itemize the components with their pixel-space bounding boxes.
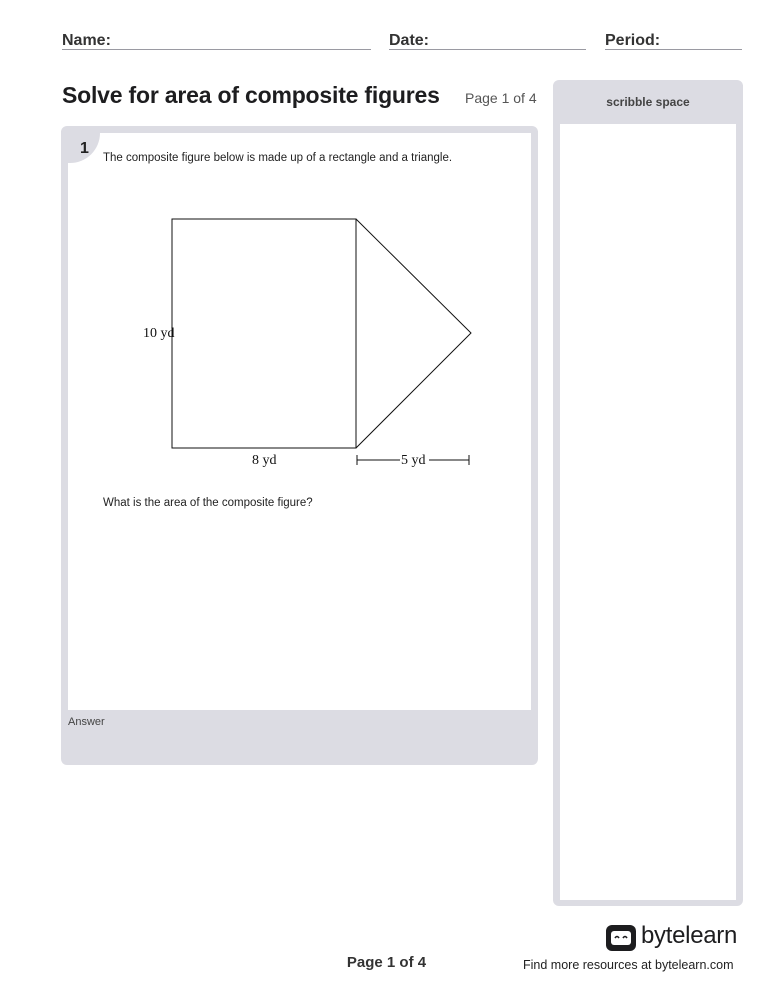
worksheet-title: Solve for area of composite figures bbox=[62, 82, 440, 108]
height-label: 10 yd bbox=[143, 326, 175, 341]
triangle-base-label: 5 yd bbox=[401, 453, 426, 468]
scribble-area[interactable] bbox=[560, 124, 736, 900]
scribble-label: scribble space bbox=[606, 95, 690, 109]
question-prompt: What is the area of the composite figure? bbox=[103, 497, 313, 509]
footer-page-number: Page 1 of 4 bbox=[346, 954, 427, 971]
bytelearn-wordmark: bytelearn bbox=[641, 922, 738, 949]
composite-figure bbox=[128, 203, 488, 483]
answer-label: Answer bbox=[68, 716, 105, 728]
scribble-panel bbox=[553, 80, 743, 906]
bytelearn-logo-icon bbox=[605, 924, 637, 952]
width-label: 8 yd bbox=[252, 453, 277, 468]
period-line[interactable] bbox=[605, 49, 742, 50]
period-label: Period: bbox=[605, 32, 661, 49]
question-number: 1 bbox=[80, 140, 89, 157]
triangle-shape bbox=[356, 219, 471, 448]
question-body bbox=[68, 133, 531, 710]
rectangle-shape bbox=[172, 219, 356, 448]
footer-resources: Find more resources at bytelearn.com bbox=[523, 958, 734, 972]
page-indicator: Page 1 of 4 bbox=[465, 90, 537, 106]
question-text: The composite figure below is made up of a rectangle and a triangle. bbox=[103, 152, 453, 164]
date-label: Date: bbox=[389, 32, 430, 49]
question-card bbox=[61, 126, 538, 765]
date-line[interactable] bbox=[389, 49, 586, 50]
name-line[interactable] bbox=[62, 49, 371, 50]
name-label: Name: bbox=[62, 32, 111, 49]
